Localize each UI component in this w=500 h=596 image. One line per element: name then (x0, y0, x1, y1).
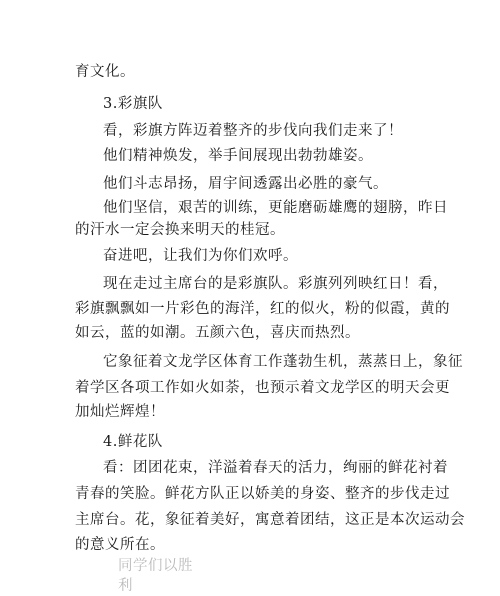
text-line: 他们坚信，艰苦的训练，更能磨砺雄鹰的翅膀，昨日 (103, 200, 448, 216)
text-line: 他们精神焕发，举手间展现出勃勃雄姿。 (103, 148, 373, 164)
text-line: 育文化。 (75, 64, 135, 80)
text-line: 主席台。花，象征着美好，寓意着团结，这正是本次运动会 (75, 512, 465, 528)
text-line: 他们斗志昂扬，眉宇间透露出必胜的豪气。 (103, 176, 388, 192)
text-line: 看，彩旗方阵迈着整齐的步伐向我们走来了！ (103, 123, 403, 139)
cut-off-text: 同学们以胜利 (118, 558, 193, 594)
cut-off-line (118, 556, 198, 594)
text-line: 的意义所在。 (75, 537, 165, 553)
text-line: 着学区各项工作如火如荼，也预示着文龙学区的明天会更 (75, 380, 450, 396)
text-line: 如云，蓝的如潮。五颜六色，喜庆而热烈。 (75, 325, 360, 341)
section-heading: 3.彩旗队 (103, 96, 163, 112)
text-line: 的汗水一定会换来明天的桂冠。 (75, 222, 285, 238)
text-line: 它象征着文龙学区体育工作蓬勃生机，蒸蒸日上，象征 (103, 354, 463, 370)
text-line: 奋进吧，让我们为你们欢呼。 (103, 248, 298, 264)
text-line: 彩旗飘飘如一片彩色的海洋，红的似火，粉的似霞，黄的 (75, 301, 450, 317)
section-heading: 4.鲜花队 (103, 434, 163, 450)
text-line: 现在走过主席台的是彩旗队。彩旗列列映红日！看， (103, 276, 448, 292)
text-line: 加灿烂辉煌！ (75, 404, 165, 420)
text-line: 青春的笑脸。鲜花方队正以娇美的身姿、整齐的步伐走过 (75, 486, 450, 502)
text-line: 看：团团花束，洋溢着春天的活力，绚丽的鲜花衬着 (103, 460, 448, 476)
